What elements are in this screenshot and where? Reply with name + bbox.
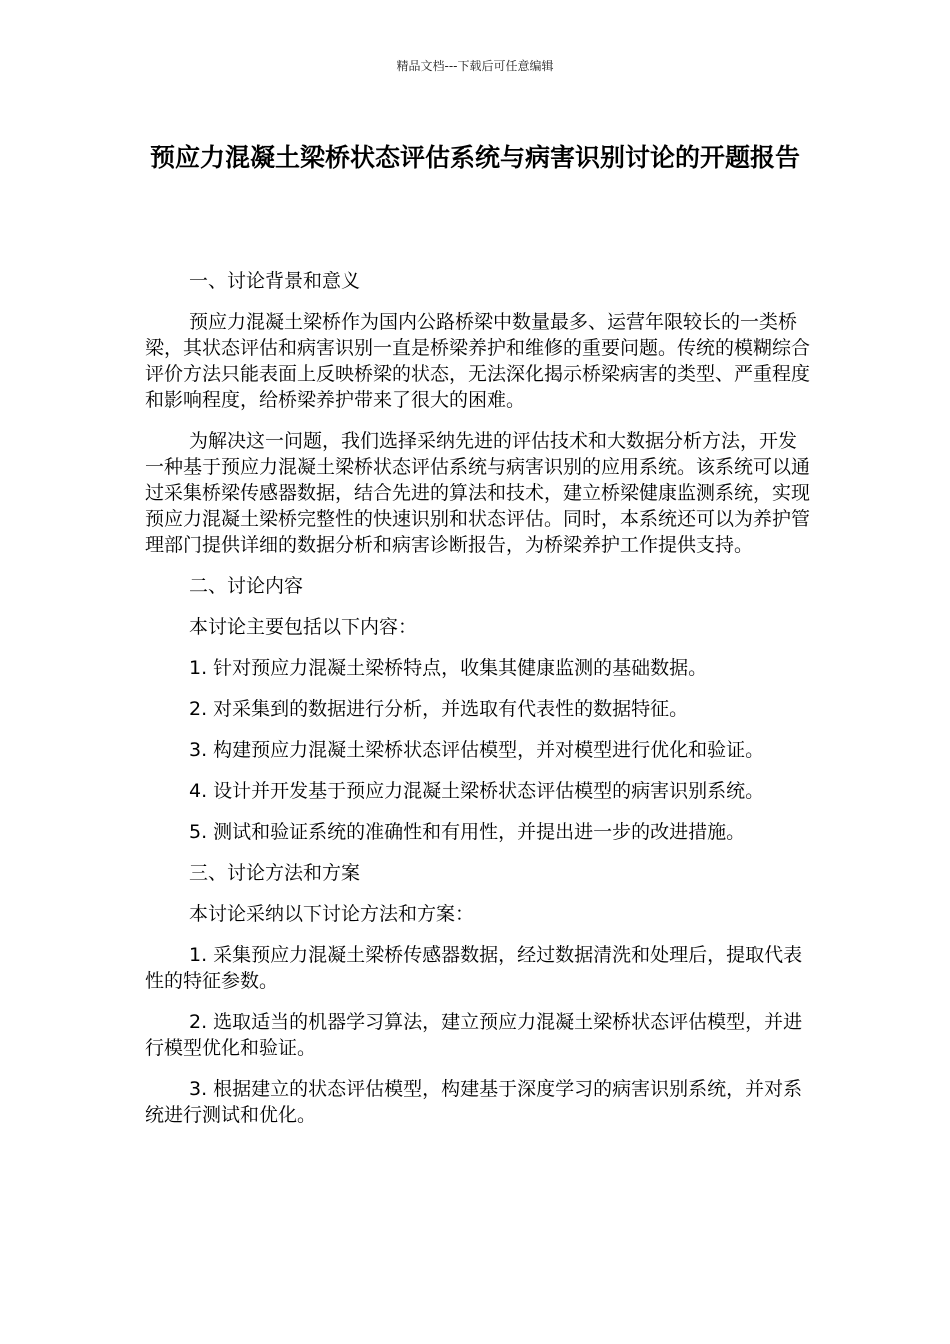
page-header: 精品文档---下载后可任意编辑 [396, 59, 554, 73]
list-item-content-4: 4. 设计并开发基于预应力混凝土梁桥状态评估模型的病害识别系统。 [189, 780, 765, 802]
list-item-content-3: 3. 构建预应力混凝土梁桥状态评估模型，并对模型进行优化和验证。 [189, 739, 765, 761]
document-title: 预应力混凝土梁桥状态评估系统与病害识别讨论的开题报告 [149, 143, 800, 172]
paragraph-content-intro: 本讨论主要包括以下内容： [189, 616, 418, 638]
document-body [145, 268, 810, 1143]
list-item-content-2: 2. 对采集到的数据进行分析，并选取有代表性的数据特征。 [189, 698, 689, 720]
list-item-methods-2: 2. 选取适当的机器学习算法，建立预应力混凝土梁桥状态评估模型，并进行模型优化和验证。 [145, 1011, 803, 1059]
paragraph-background-2: 为解决这一问题，我们选择采纳先进的评估技术和大数据分析方法，开发一种基于预应力混凝土梁桥状态评估系统与病害识别的应用系统。该系统可以通过采集桥梁传感器数据，结合先进的算法和技术，建立桥梁健康监测系统，实现预应力混凝土梁桥完整性的快速识别和状态评估。同时，本系统还可以为养护管理部门提供详细的数据分析和病害诊断报告，为桥梁养护工作提供支持。 [145, 430, 811, 556]
list-item-content-5: 5. 测试和验证系统的准确性和有用性，并提出进一步的改进措施。 [189, 821, 746, 843]
section-heading-background: 一、讨论背景和意义 [189, 270, 361, 292]
section-heading-content: 二、讨论内容 [189, 575, 304, 597]
list-item-content-1: 1. 针对预应力混凝土梁桥特点，收集其健康监测的基础数据。 [189, 657, 708, 679]
list-item-methods-1: 1. 采集预应力混凝土梁桥传感器数据，经过数据清洗和处理后，提取代表性的特征参数。 [145, 944, 803, 992]
section-heading-methods: 三、讨论方法和方案 [189, 862, 361, 884]
paragraph-background-1: 预应力混凝土梁桥作为国内公路桥梁中数量最多、运营年限较长的一类桥梁，其状态评估和病害识别一直是桥梁养护和维修的重要问题。传统的模糊综合评价方法只能表面上反映桥梁的状态，无法深化揭示桥梁病害的类型、严重程度和影响程度，给桥梁养护带来了很大的困难。 [145, 311, 811, 411]
list-item-methods-3: 3. 根据建立的状态评估模型，构建基于深度学习的病害识别系统，并对系统进行测试和优化。 [145, 1078, 803, 1126]
paragraph-methods-intro: 本讨论采纳以下讨论方法和方案： [189, 903, 475, 925]
